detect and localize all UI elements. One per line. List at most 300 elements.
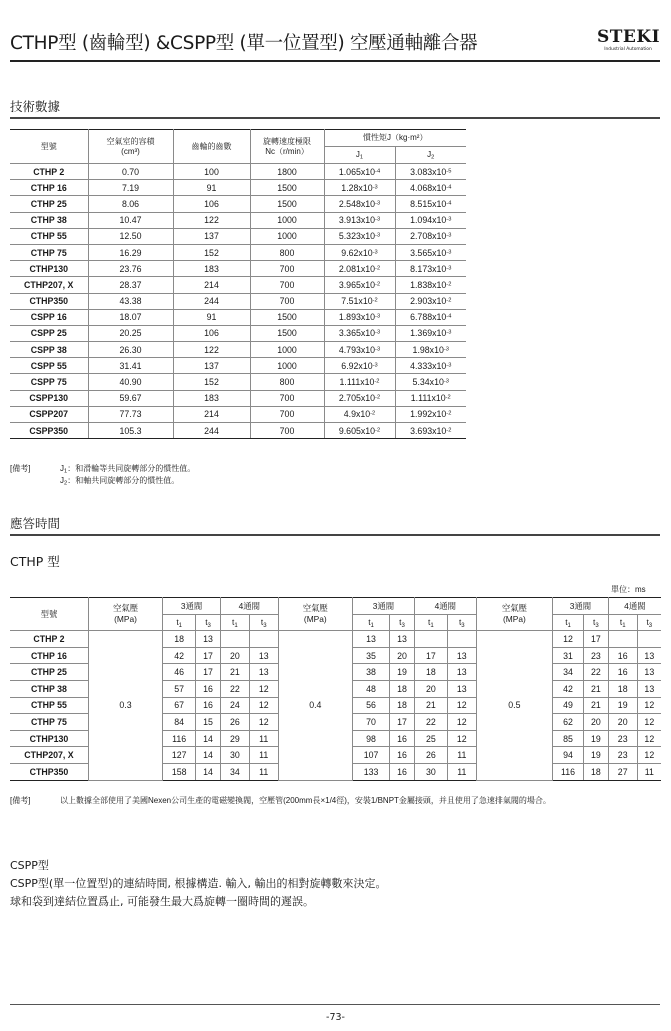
cell-teeth: 100	[173, 164, 250, 180]
j1-mantissa: 9.605x10	[338, 425, 376, 436]
cell-time: 13	[249, 664, 278, 681]
cell-j1	[324, 244, 395, 260]
cell-time: 57	[163, 680, 196, 697]
cell-time: 11	[447, 747, 476, 764]
t-symbol: t	[176, 617, 179, 628]
cell-time: 18	[414, 664, 447, 681]
cell-time: 20	[390, 647, 415, 664]
cell-time: 16	[608, 664, 637, 681]
cell-time: 16	[390, 747, 415, 764]
t-symbol: t	[368, 617, 371, 628]
cell-air-volume: 23.76	[88, 261, 173, 277]
cell-time: 11	[249, 730, 278, 747]
cell-model: CTHP 55	[10, 228, 88, 244]
cell-time: 48	[352, 680, 389, 697]
cell-speed-limit: 700	[250, 293, 324, 309]
cell-speed-limit: 1500	[250, 325, 324, 341]
cell-time: 17	[196, 664, 221, 681]
logo-text: STEKI	[597, 27, 661, 47]
cell-j2	[395, 164, 466, 180]
cell-air-volume: 16.29	[88, 244, 173, 260]
t-index: 3	[595, 623, 599, 630]
page-title: CTHP型 (齒輪型) &CSPP型 (單一位置型) 空壓通軸離合器	[10, 33, 478, 54]
t-index: 3	[401, 623, 405, 630]
cell-time: 13	[352, 631, 389, 648]
cell-time: 133	[352, 763, 389, 780]
t-symbol: t	[593, 617, 596, 628]
j2-mantissa: 3.083x10	[410, 166, 447, 177]
table-row	[10, 374, 466, 390]
cell-j1	[324, 212, 395, 228]
cell-time: 158	[163, 763, 196, 780]
table-row	[10, 228, 466, 244]
j2-mantissa: 1.111x10	[410, 393, 446, 404]
col-pressure-3: 空氣壓 (MPa)	[476, 598, 552, 631]
cell-time: 16	[390, 763, 415, 780]
col-j2: $J_2$	[395, 147, 466, 164]
cell-j1	[324, 309, 395, 325]
t-symbol: t	[428, 617, 431, 628]
cell-model: CSPP130	[10, 390, 88, 406]
cell-teeth: 214	[173, 277, 250, 293]
cell-j1	[324, 293, 395, 309]
cell-j1	[324, 406, 395, 422]
cell-time: 11	[637, 763, 661, 780]
cell-time: 42	[163, 647, 196, 664]
cell-air-volume: 105.3	[88, 423, 173, 439]
j1-exponent: -3	[375, 216, 381, 223]
j2-exponent: -3	[443, 378, 449, 385]
cspp-line-1: CSPP型(單一位置型)的連結時間, 根據構造. 輸入, 輸出的相對旋轉數來決定。	[10, 877, 387, 890]
cell-time: 46	[163, 664, 196, 681]
cell-time	[220, 631, 249, 648]
cell-j2	[395, 342, 466, 358]
j1-exponent: -2	[370, 410, 376, 417]
cell-time	[249, 631, 278, 648]
j2-exponent: -3	[446, 248, 452, 255]
cell-j1	[324, 325, 395, 341]
j1-exponent: -2	[375, 427, 381, 434]
cell-model: CTHP 16	[10, 647, 88, 664]
j2-mantissa: 8.173x10	[410, 263, 447, 274]
col-t1	[163, 614, 196, 631]
col-model: 型號	[10, 130, 88, 164]
cell-time: 21	[584, 697, 609, 714]
table-row	[10, 423, 466, 439]
t-index: 1	[370, 623, 374, 630]
spec-note-label: [備考]	[10, 464, 31, 473]
table-row	[10, 180, 466, 196]
j2-exponent: -3	[446, 216, 452, 223]
j2-exponent: -2	[446, 297, 452, 304]
cell-model: CTHP350	[10, 763, 88, 780]
cell-time: 23	[608, 747, 637, 764]
cell-j2	[395, 309, 466, 325]
j1-exponent: -3	[375, 346, 381, 353]
logo-subtext: Industrial Automation	[604, 47, 652, 52]
j1-mantissa: 2.548x10	[338, 198, 376, 209]
cell-model: CSPP350	[10, 423, 88, 439]
j1-exponent: -2	[374, 378, 380, 385]
j2-exponent: -3	[446, 265, 452, 272]
table-row	[10, 390, 466, 406]
cell-time	[637, 631, 661, 648]
cell-model: CTHP 2	[10, 164, 88, 180]
table-row	[10, 631, 661, 648]
j1-mantissa: 1.893x10	[338, 312, 376, 323]
cell-air-volume: 12.50	[88, 228, 173, 244]
j1-exponent: -3	[375, 232, 381, 239]
cell-time: 12	[249, 714, 278, 731]
table-row	[10, 325, 466, 341]
cell-time: 12	[447, 714, 476, 731]
cell-air-volume: 40.90	[88, 374, 173, 390]
cell-model: CTHP130	[10, 730, 88, 747]
page-number: -73-	[326, 1012, 345, 1023]
table-row	[10, 164, 466, 180]
cell-time: 12	[447, 697, 476, 714]
cell-time: 24	[220, 697, 249, 714]
col-t3	[249, 614, 278, 631]
cell-time: 13	[249, 647, 278, 664]
j1-mantissa: 6.92x10	[341, 360, 373, 371]
cell-time: 11	[249, 763, 278, 780]
cell-j2	[395, 244, 466, 260]
cell-speed-limit: 1000	[250, 358, 324, 374]
cell-time: 34	[220, 763, 249, 780]
cell-time: 19	[584, 730, 609, 747]
cell-pressure: 0.4	[278, 631, 352, 780]
cell-air-volume: 7.19	[88, 180, 173, 196]
t-symbol: t	[399, 617, 402, 628]
cell-teeth: 91	[173, 309, 250, 325]
t-index: 1	[178, 623, 183, 630]
table-row	[10, 342, 466, 358]
response-table	[10, 597, 661, 781]
col-t1	[220, 614, 249, 631]
table-row	[10, 293, 466, 309]
j2-mantissa: 3.565x10	[410, 247, 447, 258]
cell-model: CSPP 55	[10, 358, 88, 374]
cell-speed-limit: 1500	[250, 309, 324, 325]
j1-exponent: -2	[375, 265, 381, 272]
steki-logo	[597, 27, 659, 55]
col-t1	[414, 614, 447, 631]
cell-teeth: 91	[173, 180, 250, 196]
j1-mantissa: 3.913x10	[338, 215, 376, 226]
table-row	[10, 358, 466, 374]
cell-time: 67	[163, 697, 196, 714]
response-note-text: 以上數據全部使用了美國Nexen公司生產的電磁變換閥，空壓管(200mm長×1/4徑)，安裝1/BNPT金屬接頭，并且使用了急速排氣閥的場合。	[60, 796, 551, 805]
j2-mantissa: 8.515x10	[410, 198, 447, 209]
cell-time: 12	[637, 714, 661, 731]
j1-exponent: -3	[375, 200, 381, 207]
cell-time: 13	[196, 631, 221, 648]
cell-model: CSPP 25	[10, 325, 88, 341]
j2-mantissa: 6.788x10	[410, 312, 447, 323]
cell-time: 23	[584, 647, 609, 664]
j1-mantissa: 2.705x10	[338, 393, 376, 404]
cell-time: 25	[414, 730, 447, 747]
cell-time: 22	[584, 664, 609, 681]
j1-mantissa: 2.081x10	[338, 263, 376, 274]
t-index: 3	[207, 623, 211, 630]
j2-mantissa: 2.708x10	[410, 231, 447, 242]
cell-time: 31	[553, 647, 584, 664]
cell-air-volume: 31.41	[88, 358, 173, 374]
cell-time: 34	[553, 664, 584, 681]
t-index: 1	[622, 623, 626, 630]
cell-model: CTHP 25	[10, 664, 88, 681]
t-symbol: t	[260, 617, 264, 628]
cell-time: 85	[553, 730, 584, 747]
col-3way-3: 3通閥	[553, 598, 609, 615]
j2-exponent: -2	[445, 394, 451, 401]
cell-air-volume: 59.67	[88, 390, 173, 406]
cell-teeth: 183	[173, 261, 250, 277]
cell-time: 20	[584, 714, 609, 731]
cell-j2	[395, 325, 466, 341]
col-4way-1: 4通閥	[220, 598, 278, 615]
j2-exponent: -5	[446, 168, 452, 175]
cell-teeth: 122	[173, 342, 250, 358]
j2-mantissa: 4.333x10	[410, 360, 447, 371]
cell-j2	[395, 212, 466, 228]
cell-speed-limit: 1800	[250, 164, 324, 180]
cell-time: 12	[447, 730, 476, 747]
cell-teeth: 152	[173, 244, 250, 260]
cell-time: 18	[584, 763, 609, 780]
col-t3	[637, 614, 661, 631]
cell-speed-limit: 700	[250, 423, 324, 439]
cell-time: 23	[608, 730, 637, 747]
cell-time: 29	[220, 730, 249, 747]
cell-time: 18	[390, 697, 415, 714]
col-air-volume: 空氣室的容積 (cm³)	[88, 130, 173, 164]
cell-j2	[395, 406, 466, 422]
cell-teeth: 106	[173, 325, 250, 341]
j2-mantissa: 1.094x10	[410, 215, 447, 226]
cspp-heading: CSPP型	[10, 859, 49, 872]
cell-teeth: 214	[173, 406, 250, 422]
t-symbol: t	[458, 617, 462, 628]
col-j1: $J_1$	[324, 147, 395, 164]
cell-time: 35	[352, 647, 389, 664]
cell-time: 21	[220, 664, 249, 681]
cell-j1	[324, 261, 395, 277]
j1-exponent: -3	[372, 362, 378, 369]
j2-exponent: -2	[446, 281, 452, 288]
spec-note-line-2: $J_2$：和軸共同旋轉部分的慣性值。	[60, 476, 180, 487]
cell-time: 20	[220, 647, 249, 664]
cell-time: 26	[220, 714, 249, 731]
cell-time: 13	[637, 680, 661, 697]
cell-j2	[395, 277, 466, 293]
j2-mantissa: 2.903x10	[410, 296, 447, 307]
col-t1	[608, 614, 637, 631]
cell-model: CTHP 75	[10, 244, 88, 260]
cell-model: CTHP 75	[10, 714, 88, 731]
cell-teeth: 137	[173, 228, 250, 244]
cell-time: 16	[196, 697, 221, 714]
cell-time: 17	[390, 714, 415, 731]
t-symbol: t	[205, 617, 208, 628]
t-index: 1	[567, 623, 571, 630]
cell-speed-limit: 1000	[250, 342, 324, 358]
j2-exponent: -3	[446, 329, 452, 336]
cell-time: 14	[196, 763, 221, 780]
cell-j1	[324, 196, 395, 212]
col-t1	[553, 614, 584, 631]
col-4way-2: 4通閥	[414, 598, 476, 615]
j1-exponent: -3	[372, 184, 378, 191]
cell-j2	[395, 228, 466, 244]
col-t3	[196, 614, 221, 631]
t-index: 3	[648, 623, 653, 630]
cell-time: 49	[553, 697, 584, 714]
j1-exponent: -3	[375, 329, 381, 336]
response-heading-rule	[10, 534, 660, 536]
j2-mantissa: 3.693x10	[410, 425, 447, 436]
j1-mantissa: 9.62x10	[341, 247, 373, 258]
cell-time: 12	[553, 631, 584, 648]
j2-exponent: -3	[443, 346, 449, 353]
cell-time: 94	[553, 747, 584, 764]
cell-time: 12	[249, 697, 278, 714]
spec-table	[10, 129, 466, 439]
j1-exponent: -2	[372, 297, 378, 304]
cell-j2	[395, 423, 466, 439]
cell-time: 19	[608, 697, 637, 714]
col-speed-limit: 旋轉速度極限 Nc（r/min）	[250, 130, 324, 164]
cell-model: CTHP 2	[10, 631, 88, 648]
cell-j1	[324, 358, 395, 374]
cell-time: 70	[352, 714, 389, 731]
col-t3	[584, 614, 609, 631]
col-4way-3: 4通閥	[608, 598, 661, 615]
cspp-line-2: 球和袋到達結位置爲止, 可能發生最大爲旋轉一圈時間的遲誤。	[10, 895, 314, 908]
t-index: 3	[461, 623, 465, 630]
cell-teeth: 122	[173, 212, 250, 228]
j2-mantissa: 1.98x10	[412, 344, 444, 355]
cell-model: CTHP207, X	[10, 277, 88, 293]
col-pressure-2: 空氣壓 (MPa)	[278, 598, 352, 631]
col-inertia: 慣性矩J（kg·m²）	[324, 130, 466, 147]
cell-time	[414, 631, 447, 648]
cell-time: 116	[553, 763, 584, 780]
j2-exponent: -4	[446, 313, 452, 320]
cell-time: 13	[637, 647, 661, 664]
j2-exponent: -3	[446, 232, 452, 239]
j2-mantissa: 4.068x10	[410, 182, 447, 193]
cell-air-volume: 77.73	[88, 406, 173, 422]
cell-speed-limit: 1500	[250, 180, 324, 196]
j2-exponent: -2	[446, 410, 452, 417]
j2-mantissa: 1.838x10	[410, 279, 447, 290]
cell-j2	[395, 196, 466, 212]
cell-time: 20	[414, 680, 447, 697]
cell-time: 21	[584, 680, 609, 697]
cell-time: 12	[249, 680, 278, 697]
col-teeth: 齒輪的齒數	[173, 130, 250, 164]
cell-time: 17	[196, 647, 221, 664]
response-note-label: [備考]	[10, 796, 31, 805]
cell-j1	[324, 180, 395, 196]
cell-time: 127	[163, 747, 196, 764]
t-index: 1	[234, 623, 238, 630]
cell-time: 12	[637, 747, 661, 764]
cell-time: 38	[352, 664, 389, 681]
t-symbol: t	[565, 617, 568, 628]
unit-label: 單位：ms	[611, 585, 646, 594]
cell-time: 22	[220, 680, 249, 697]
cell-teeth: 244	[173, 293, 250, 309]
cell-j1	[324, 164, 395, 180]
j1-mantissa: 3.965x10	[338, 279, 376, 290]
cell-speed-limit: 1000	[250, 212, 324, 228]
table-row	[10, 196, 466, 212]
cell-time: 18	[608, 680, 637, 697]
j1-exponent: -3	[375, 313, 381, 320]
j2-mantissa: 5.34x10	[412, 377, 444, 388]
cell-j1	[324, 374, 395, 390]
j1-exponent: -3	[372, 248, 378, 255]
spec-heading: 技術數據	[10, 99, 61, 114]
cell-time: 16	[390, 730, 415, 747]
response-heading: 應答時間	[10, 516, 61, 531]
cell-model: CTHP 16	[10, 180, 88, 196]
cell-model: CSPP 16	[10, 309, 88, 325]
cell-time: 16	[196, 680, 221, 697]
t-index: 1	[430, 623, 434, 630]
cell-time: 18	[163, 631, 196, 648]
t-symbol: t	[646, 617, 649, 628]
cell-model: CTHP350	[10, 293, 88, 309]
cell-j1	[324, 277, 395, 293]
col-3way-2: 3通閥	[352, 598, 414, 615]
cell-pressure: 0.3	[88, 631, 162, 780]
j2-mantissa: 1.369x10	[410, 328, 447, 339]
col-pressure-1: 空氣壓 (MPa)	[88, 598, 162, 631]
footer-rule	[10, 1004, 660, 1005]
cell-model: CTHP 38	[10, 680, 88, 697]
cell-time: 116	[163, 730, 196, 747]
cell-j2	[395, 358, 466, 374]
cell-model: CSPP 75	[10, 374, 88, 390]
j2-mantissa: 1.992x10	[410, 409, 447, 420]
j2-exponent: -3	[446, 362, 452, 369]
cell-model: CSPP207	[10, 406, 88, 422]
j1-exponent: -2	[375, 394, 381, 401]
cell-time: 22	[414, 714, 447, 731]
col-t3	[390, 614, 415, 631]
cell-teeth: 106	[173, 196, 250, 212]
j1-mantissa: 1.065x10	[338, 166, 376, 177]
cell-air-volume: 10.47	[88, 212, 173, 228]
col-t3	[447, 614, 476, 631]
table-row	[10, 244, 466, 260]
col-model: 型號	[10, 598, 88, 631]
cell-time: 13	[447, 680, 476, 697]
cell-speed-limit: 700	[250, 390, 324, 406]
j1-mantissa: 1.28x10	[341, 182, 373, 193]
cell-time: 20	[608, 714, 637, 731]
cell-time: 17	[414, 647, 447, 664]
cell-time: 19	[390, 664, 415, 681]
cell-time: 15	[196, 714, 221, 731]
t-symbol: t	[619, 617, 623, 628]
cell-time: 21	[414, 697, 447, 714]
